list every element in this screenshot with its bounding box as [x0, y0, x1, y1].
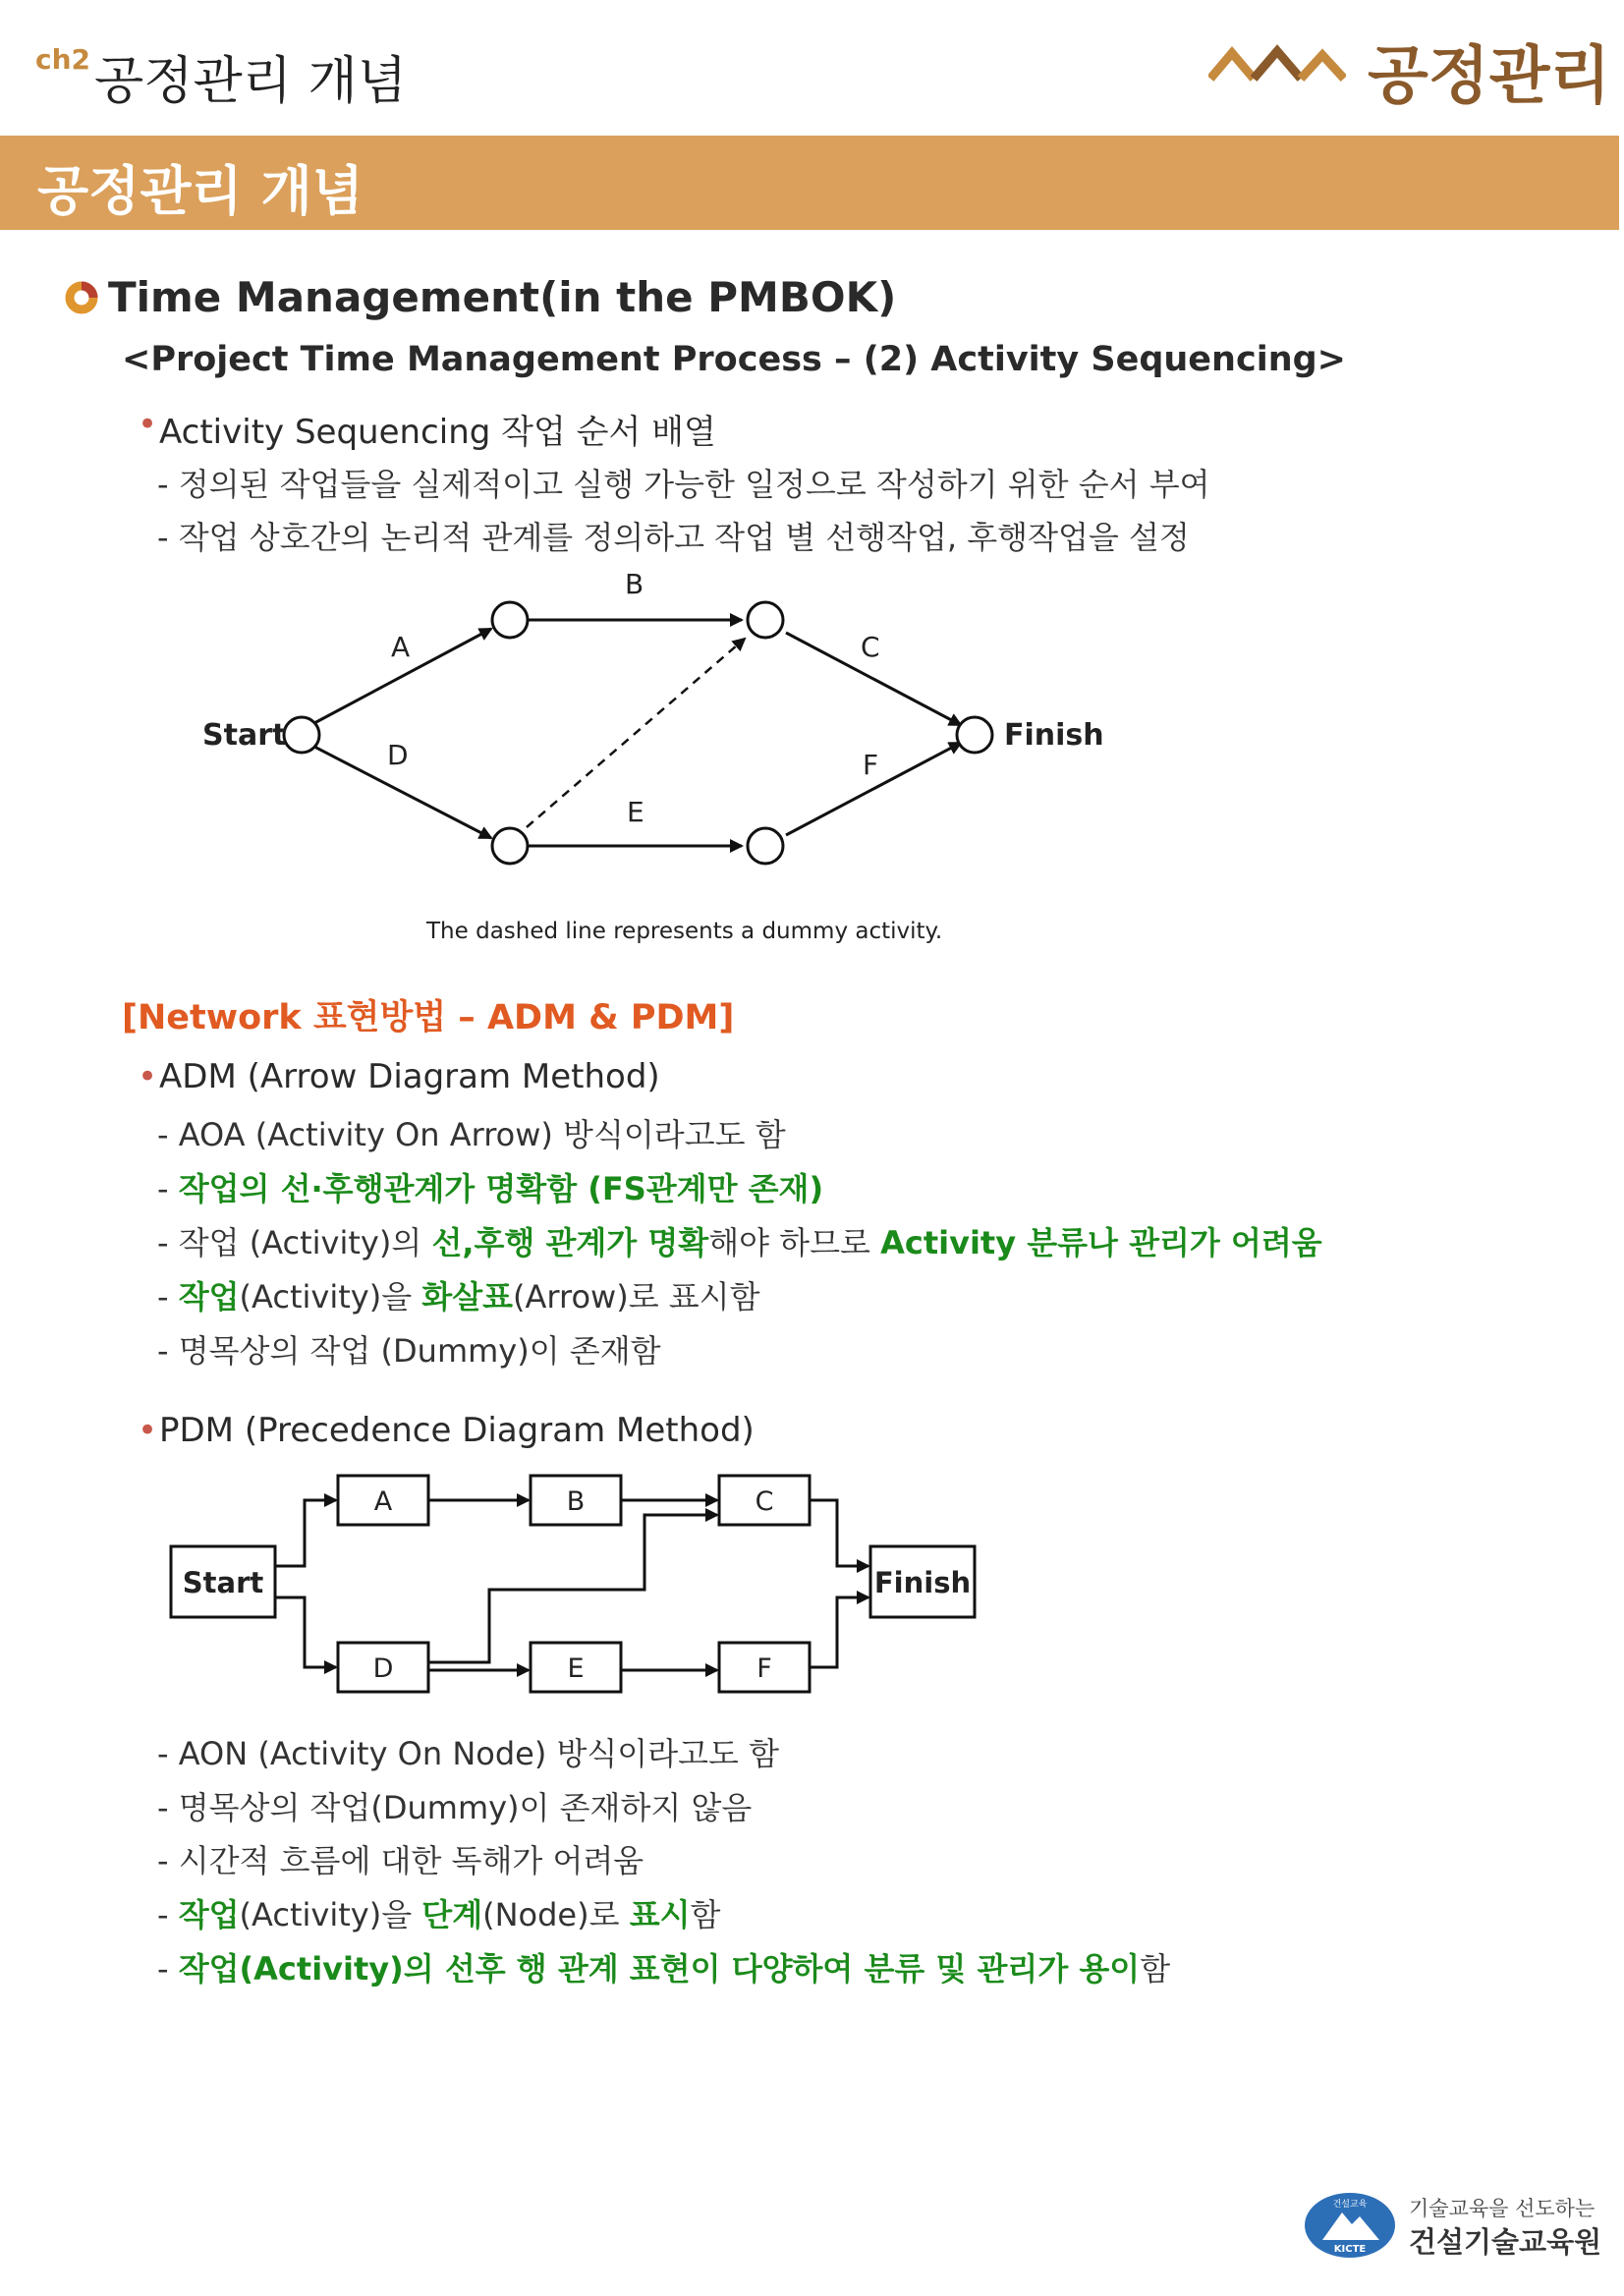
footer-org-name: 건설기술교육원	[1409, 2225, 1602, 2259]
section-title: Time Management(in the PMBOK)	[108, 273, 897, 321]
adm-line-2: - 작업의 선·후행관계가 명확함 (FS관계만 존재)	[157, 1170, 824, 1207]
adm-label-a: A	[391, 631, 411, 663]
pdm-label-d: D	[372, 1653, 394, 1684]
pdm-line-5: - 작업(Activity)의 선후 행 관계 표현이 다양하여 분류 및 관리가 용이함	[157, 1950, 1171, 1988]
pdm-start-label: Start	[182, 1566, 264, 1599]
adm-label-e: E	[627, 796, 644, 828]
adm-caption: The dashed line represents a dummy activity.	[426, 919, 943, 944]
adm-label-f: F	[863, 749, 879, 781]
adm-node-2	[748, 602, 783, 638]
adm-start-label: Start	[202, 718, 287, 753]
adm-line-1: - AOA (Activity On Arrow) 방식이라고도 함	[157, 1116, 786, 1153]
adm-finish-label: Finish	[1004, 718, 1104, 753]
network-title: [Network 표현방법 – ADM & PDM]	[122, 998, 735, 1037]
adm-node-1	[492, 602, 528, 638]
adm-line-4: - 작업(Activity)을 화살표(Arrow)로 표시함	[157, 1278, 760, 1316]
adm-node-3	[492, 828, 528, 864]
logo-title: 공정관리	[1368, 40, 1611, 113]
chapter-title: 공정관리 개념	[94, 52, 407, 111]
adm-node-finish	[957, 717, 992, 753]
adm-node-start	[284, 717, 319, 753]
pdm-label-b: B	[566, 1486, 586, 1517]
adm-line-5: - 명목상의 작업 (Dummy)이 존재함	[157, 1332, 661, 1370]
section-subtitle: <Project Time Management Process – (2) Activity Sequencing>	[122, 340, 1346, 379]
adm-network-diagram	[187, 560, 1110, 953]
pdm-network-diagram	[165, 1464, 990, 1709]
pdm-label-c: C	[755, 1486, 774, 1517]
section-ring-icon	[65, 281, 98, 314]
pdm-label-e: E	[567, 1653, 585, 1684]
pdm-edge-start-a	[275, 1500, 336, 1566]
pdm-bullet: • PDM (Precedence Diagram Method)	[159, 1411, 755, 1450]
emblem-top-text: 건설교육	[1332, 2200, 1368, 2210]
pdm-edge-c-finish	[810, 1500, 868, 1566]
kicte-emblem-icon	[1303, 2191, 1397, 2260]
pdm-label-a: A	[373, 1486, 393, 1517]
pdm-line-1: - AON (Activity On Node) 방식이라고도 함	[157, 1735, 780, 1772]
pdm-finish-label: Finish	[873, 1566, 972, 1599]
sequencing-bullet: • Activity Sequencing 작업 순서 배열	[159, 405, 716, 453]
emblem-bottom-text: KICTE	[1333, 2244, 1367, 2255]
pdm-label-f: F	[756, 1653, 772, 1684]
pdm-line-2: - 명목상의 작업(Dummy)이 존재하지 않음	[157, 1789, 753, 1826]
sequencing-line-1: - 정의된 작업들을 실제적이고 실행 가능한 일정으로 작성하기 위한 순서 부여	[157, 466, 1210, 503]
adm-label-d: D	[387, 739, 409, 771]
pdm-line-4: - 작업(Activity)을 단계(Node)로 표시함	[157, 1896, 721, 1933]
chapter-tag: ch2	[35, 43, 91, 76]
adm-label-c: C	[861, 631, 880, 663]
pdm-line-3: - 시간적 흐름에 대한 독해가 어려움	[157, 1842, 644, 1879]
adm-bullet: • ADM (Arrow Diagram Method)	[159, 1057, 660, 1096]
pdm-edge-start-d	[275, 1597, 336, 1667]
adm-label-b: B	[625, 568, 644, 600]
pdm-edge-f-finish	[810, 1597, 868, 1667]
sequencing-line-2: - 작업 상호간의 논리적 관계를 정의하고 작업 별 선행작업, 후행작업을 설정	[157, 519, 1190, 556]
footer-tagline: 기술교육을 선도하는	[1409, 2197, 1596, 2220]
adm-line-3: - 작업 (Activity)의 선,후행 관계가 명확해야 하므로 Activity 분류나 관리가 어려움	[157, 1224, 1322, 1261]
logo-mountain-icon	[1208, 43, 1346, 83]
adm-node-4	[748, 828, 783, 864]
pdm-edge-d-c	[428, 1515, 717, 1662]
banner-title: 공정관리 개념	[37, 160, 364, 222]
